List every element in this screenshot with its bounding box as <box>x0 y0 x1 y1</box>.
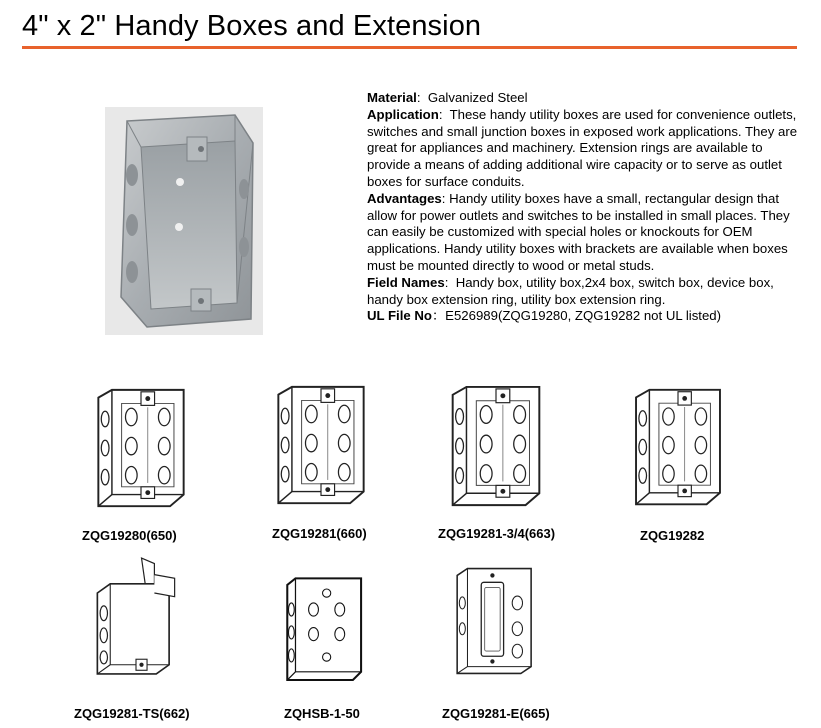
ul-file-label: UL File No <box>367 308 432 324</box>
handy-box-drawing-icon <box>92 386 190 512</box>
advantages-value: Handy utility boxes have a small, rectangular design that allow for power outlets and switches to be installed in small places. They can easily be customized with special holes or knockouts for OEM applications. Handy utility boxes with brackets are available when boxes must be mounted directly to wood or metal studs. <box>367 190 790 273</box>
product-drawing-3 <box>444 383 548 511</box>
product-code-6: ZQHSB-1-50 <box>284 706 360 721</box>
application-label: Application <box>367 106 439 122</box>
handy-box-photo <box>105 107 263 335</box>
page-title: 4" x 2" Handy Boxes and Extension <box>22 10 482 42</box>
product-description <box>367 90 807 325</box>
field-names-separator: : <box>444 274 449 290</box>
handy-box-drawing-icon <box>284 568 366 692</box>
handy-box-bracket-drawing-icon <box>90 556 182 676</box>
product-drawing-2 <box>272 383 370 509</box>
product-code-2: ZQG19281(660) <box>272 526 367 541</box>
ul-file-separator: ： <box>431 308 446 324</box>
product-drawing-7 <box>452 560 538 682</box>
ul-file-line <box>367 308 807 325</box>
handy-box-drawing-icon <box>444 383 548 511</box>
product-drawing-6 <box>284 568 366 692</box>
field-names-line <box>367 275 807 309</box>
product-code-5: ZQG19281-TS(662) <box>74 706 190 721</box>
product-drawing-1 <box>92 386 190 512</box>
product-code-1: ZQG19280(650) <box>82 528 177 543</box>
handy-box-drawing-icon <box>630 386 726 510</box>
application-line <box>367 107 807 191</box>
handy-box-drawing-icon <box>272 383 370 509</box>
title-underline <box>22 46 797 49</box>
application-separator: : <box>438 106 443 122</box>
advantages-line <box>367 191 807 275</box>
product-code-4: ZQG19282 <box>640 528 705 543</box>
product-drawing-4 <box>630 386 726 510</box>
material-value: Galvanized Steel <box>427 90 528 105</box>
product-drawing-5 <box>90 556 182 676</box>
field-names-label: Field Names <box>367 274 445 290</box>
application-value: These handy utility boxes are used for convenience outlets, switches and small junction boxes in exposed work applications. They are great for appliances and machinery. Extension rings are available to provide a means of adding additional wire capacity or to serve as outlet boxes for surface conduits. <box>367 106 798 189</box>
product-code-3: ZQG19281-3/4(663) <box>438 526 556 541</box>
advantages-separator: : <box>441 190 446 206</box>
material-line <box>367 90 807 107</box>
product-code-7: ZQG19281-E(665) <box>442 706 550 721</box>
advantages-label: Advantages <box>367 190 442 206</box>
extension-ring-drawing-icon <box>452 560 538 682</box>
material-separator: : <box>416 90 421 105</box>
field-names-value: Handy box, utility box,2x4 box, switch box, device box, handy box extension ring, utility box extension ring. <box>367 274 774 307</box>
material-label: Material <box>367 90 417 105</box>
ul-file-value: E526989(ZQG19280, ZQG19282 not UL listed) <box>445 308 722 324</box>
